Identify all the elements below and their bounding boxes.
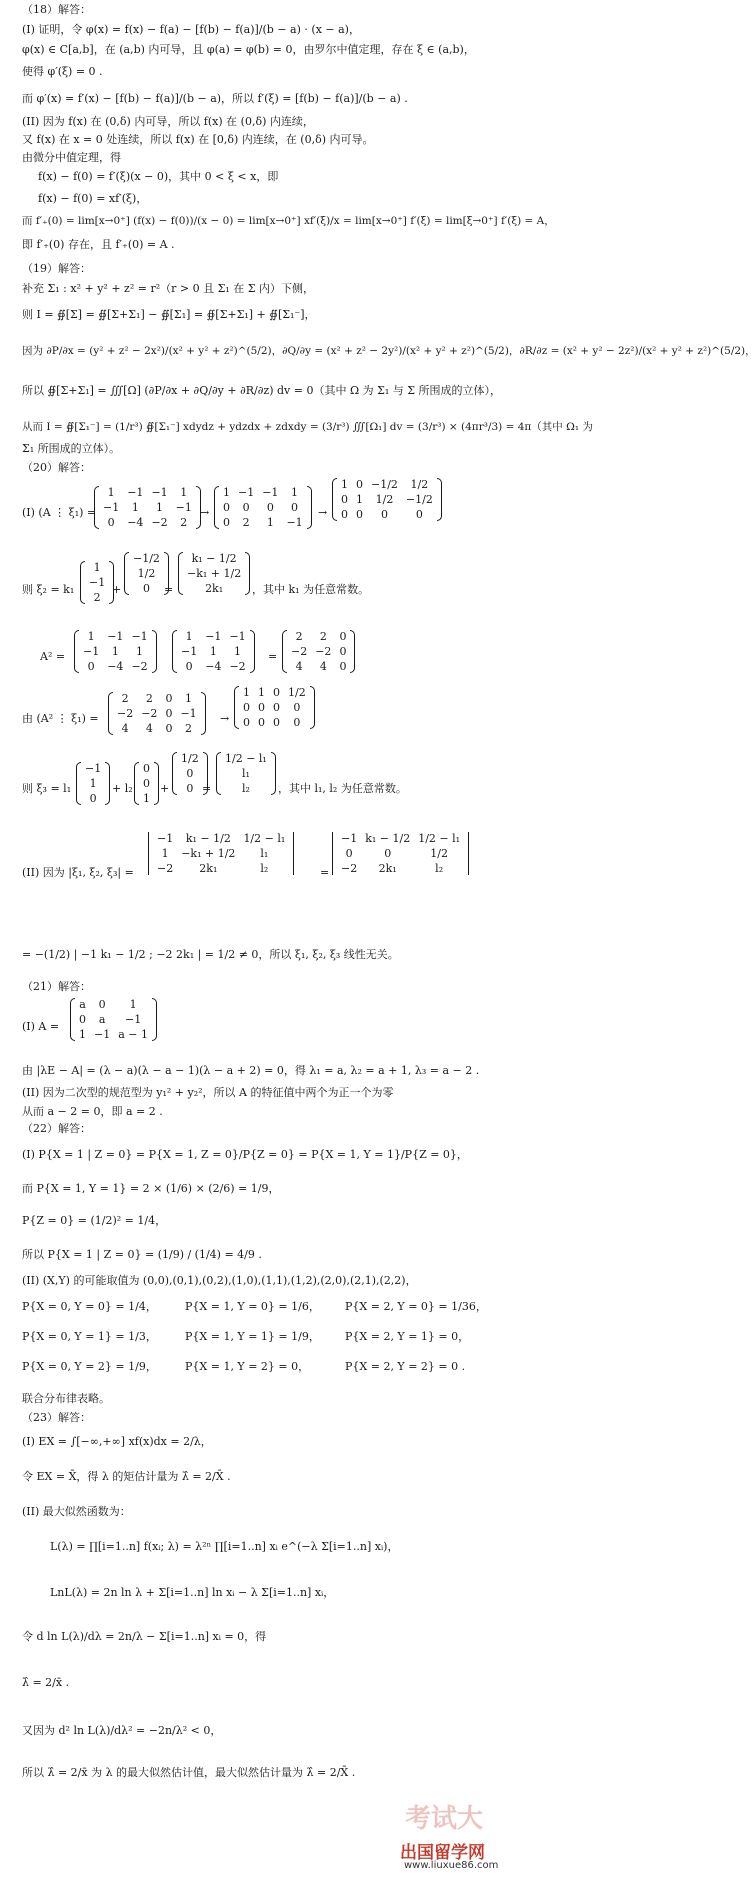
matrix-cell: 0: [345, 847, 353, 860]
q22-line-1: (I) P{X = 1 | Z = 0} = P{X = 1, Z = 0}/P{Z = 0} = P{X = 1, Y = 1}/P{Z = 0}，: [22, 1148, 468, 1161]
q21-line-1-label: (I) A =: [22, 1020, 60, 1033]
q20-matrix-4: [74, 630, 157, 673]
q19-line-4: 所以 ∯[Σ+Σ₁] = ∭[Ω] (∂P/∂x + ∂Q/∂y + ∂R/∂z) dv = 0（其中 Ω 为 Σ₁ 与 Σ 所围成的立体），: [22, 384, 502, 397]
matrix-cell: −2: [151, 516, 168, 529]
q19-line-5: 从而 I = ∯[Σ₁⁻] = (1/r³) ∯[Σ₁⁻] xdydz + ydzdx + zdxdy = (3/r³) ∭[Ω₁] dv = (3/r³) × (4πr³/3) = 4π（其中 Ω₁ 为: [22, 421, 593, 433]
matrix-cell: −1: [180, 707, 197, 720]
q22-header: （22）解答：: [22, 1122, 91, 1135]
matrix-cell: −2: [117, 707, 134, 720]
matrix-cell: 0: [356, 508, 363, 521]
matrix-cell: −1: [205, 630, 222, 643]
matrix-cell: 1: [185, 630, 193, 643]
matrix-cell: −1: [107, 630, 124, 643]
q20-line-2-label: 则 ξ₂ = k₁: [22, 583, 75, 596]
q23-line-3: (II) 最大似然函数为：: [22, 1505, 131, 1518]
matrix-cell: −1: [286, 516, 303, 529]
stamp-watermark: 考试大: [405, 1804, 484, 1834]
q22-row-1-col-3: P{X = 2, Y = 0} = 1/36，: [345, 1300, 487, 1313]
matrix-cell: 2: [93, 591, 101, 604]
matrix-cell: 0: [339, 645, 347, 658]
matrix-cell: 1: [180, 486, 188, 499]
matrix-cell: 0: [415, 508, 423, 521]
matrix-cell: 0: [384, 847, 392, 860]
matrix-cell: 1: [111, 645, 119, 658]
q20-matrix-6: [282, 630, 355, 673]
matrix-cell: 1/2: [137, 567, 156, 580]
matrix-cell: −2: [157, 862, 174, 875]
q19-line-6: Σ₁ 所围成的立体）。: [22, 442, 121, 455]
matrix-cell: 0: [266, 501, 274, 514]
q18-line-4: 而 φ′(x) = f′(x) − [f(b) − f(a)]/(b − a)，所以 f′(ξ) = [f(b) − f(a)]/(b − a) .: [22, 92, 408, 105]
q22-line-3: P{Z = 0} = (1/2)² = 1/4，: [22, 1214, 167, 1227]
matrix-cell: 1: [87, 630, 95, 643]
matrix-cell: 0: [142, 582, 150, 595]
matrix-cell: 1: [356, 493, 363, 506]
q20-arrow-1: →: [200, 506, 210, 519]
q20-arrow-3: →: [220, 712, 230, 725]
matrix-cell: −k₁ + 1/2: [187, 567, 242, 580]
q18-line-10: 而 f′₊(0) = lim[x→0⁺] (f(x) − f(0))/(x − 0) = lim[x→0⁺] xf′(ξ)/x = lim[x→0⁺] f′(ξ) = lim[ξ→0⁺] f′(ξ) = A，: [22, 215, 555, 227]
matrix-cell: −4: [205, 660, 222, 673]
matrix-cell: 0: [223, 516, 230, 529]
q20-line-6-label: (II) 因为 |ξ₁, ξ₂, ξ₃| =: [22, 866, 134, 879]
site-logo: 出国留学网: [400, 1843, 485, 1863]
q18-header: （18）解答：: [22, 3, 91, 16]
matrix-cell: −1: [125, 1013, 142, 1026]
q20-line-5-note: ，其中 l₁, l₂ 为任意常数。: [278, 782, 407, 795]
matrix-cell: k₁ − 1/2: [365, 832, 411, 845]
q22-line-4: 所以 P{X = 1 | Z = 0} = (1/9) / (1/4) = 4/9 .: [22, 1248, 262, 1261]
matrix-cell: −1: [103, 501, 120, 514]
q20-line-4-label: 由 (A² ⋮ ξ₁) =: [22, 712, 99, 725]
q22-row-3-col-3: P{X = 2, Y = 2} = 0 .: [345, 1360, 466, 1373]
matrix-cell: 0: [79, 1013, 86, 1026]
q20-vector-3: [178, 552, 250, 595]
matrix-cell: l₂: [260, 862, 269, 875]
matrix-cell: 1/2: [410, 478, 429, 491]
matrix-cell: 0: [186, 782, 194, 795]
q22-line-2: 而 P{X = 1, Y = 1} = 2 × (1/6) × (2/6) = 1/9，: [22, 1182, 280, 1195]
matrix-cell: 1: [185, 692, 193, 705]
q23-line-5: LnL(λ) = 2n ln λ + Σ[i=1..n] ln xᵢ − λ Σ[i=1..n] xᵢ，: [50, 1586, 335, 1599]
q20-header: （20）解答：: [22, 461, 91, 474]
matrix-cell: 0: [258, 701, 265, 714]
matrix-cell: −2: [315, 645, 332, 658]
matrix-cell: 1: [266, 516, 274, 529]
matrix-cell: 1/2 − l₁: [225, 752, 267, 765]
matrix-cell: −1: [85, 762, 102, 775]
matrix-cell: 2: [319, 630, 327, 643]
q20-matrix-7: [108, 692, 206, 735]
q21-line-2: 由 |λE − A| = (λ − a)(λ − a − 1)(λ − a + 2) = 0，得 λ₁ = a, λ₂ = a + 1, λ₃ = a − 2 .: [22, 1064, 480, 1077]
matrix-cell: −1: [151, 486, 168, 499]
matrix-cell: 0: [293, 716, 301, 729]
matrix-cell: 1/2: [288, 686, 306, 699]
matrix-cell: 2: [121, 692, 129, 705]
matrix-cell: −4: [127, 516, 144, 529]
q20-line-3-label: A² =: [40, 650, 66, 663]
q23-line-9: 所以 λ̂ = 2/x̄ 为 λ 的最大似然估计值，最大似然估计量为 λ̂ = 2/X̄ .: [22, 1766, 356, 1779]
matrix-cell: 4: [319, 660, 327, 673]
q21-header: （21）解答：: [22, 980, 91, 993]
q20-matrix-8: [234, 686, 315, 729]
matrix-cell: 0: [165, 722, 173, 735]
matrix-cell: 0: [291, 501, 299, 514]
matrix-cell: 0: [243, 701, 250, 714]
matrix-cell: 4: [121, 722, 129, 735]
matrix-cell: 0: [339, 630, 347, 643]
matrix-cell: −1: [238, 486, 255, 499]
matrix-cell: 1: [258, 686, 265, 699]
q22-line-5: (II) (X,Y) 的可能取值为 (0,0),(0,1),(0,2),(1,0),(1,1),(1,2),(2,0),(2,1),(2,2)，: [22, 1274, 417, 1287]
matrix-cell: 0: [243, 716, 250, 729]
q21-line-4: 从而 a − 2 = 0，即 a = 2 .: [22, 1105, 163, 1118]
matrix-cell: 0: [165, 692, 173, 705]
q20-eq-2: =: [268, 650, 278, 663]
matrix-cell: l₂: [241, 782, 250, 795]
matrix-cell: −k₁ + 1/2: [181, 847, 236, 860]
matrix-cell: −1: [127, 486, 144, 499]
q22-row-2-col-3: P{X = 2, Y = 1} = 0，: [345, 1330, 470, 1343]
matrix-cell: 0: [107, 516, 115, 529]
matrix-cell: 1/2: [181, 752, 199, 765]
q20-line-7: = −(1/2) | −1 k₁ − 1/2 ; −2 2k₁ | = 1/2 ≠ 0，所以 ξ₁, ξ₂, ξ₃ 线性无关。: [22, 948, 399, 961]
q20-plus-2: +: [160, 782, 170, 795]
matrix-cell: 1/2 − l₁: [418, 832, 461, 845]
q23-line-7: λ̂ = 2/x̄ .: [22, 1676, 70, 1689]
q20-det-1: [148, 832, 294, 875]
matrix-cell: 1: [79, 1028, 86, 1041]
matrix-cell: −1: [157, 832, 174, 845]
matrix-cell: 1: [107, 486, 115, 499]
q20-eq-4: =: [320, 866, 330, 879]
matrix-cell: 0: [293, 701, 301, 714]
q23-header: （23）解答：: [22, 1411, 91, 1424]
matrix-cell: −1/2: [371, 478, 398, 491]
matrix-cell: −4: [107, 660, 124, 673]
matrix-cell: 1/2: [375, 493, 394, 506]
q18-line-8: f(x) − f(0) = f′(ξ)(x − 0)，其中 0 < ξ < x，即: [38, 170, 279, 183]
q20-line-2-note: ，其中 k₁ 为任意常数。: [252, 583, 370, 596]
q20-vector-5: [134, 762, 159, 805]
matrix-cell: 0: [87, 660, 95, 673]
matrix-cell: 0: [380, 508, 388, 521]
matrix-cell: 1: [234, 645, 242, 658]
matrix-cell: −2: [341, 862, 358, 875]
matrix-cell: 0: [98, 998, 106, 1011]
q22-row-1-col-2: P{X = 1, Y = 0} = 1/6，: [185, 1300, 320, 1313]
q23-line-1: (I) EX = ∫[−∞,+∞] xf(x)dx = 2/λ，: [22, 1435, 212, 1448]
q18-line-2: φ(x) ∈ C[a,b]，在 (a,b) 内可导，且 φ(a) = φ(b) = 0，由罗尔中值定理，存在 ξ ∈ (a,b)，: [22, 43, 475, 56]
matrix-cell: 1: [93, 561, 101, 574]
matrix-cell: 2k₁: [378, 862, 397, 875]
q21-line-3: (II) 因为二次型的规范型为 y₁² + y₂²，所以 A 的特征值中两个为正一个为零: [22, 1086, 394, 1099]
matrix-cell: l₁: [260, 847, 269, 860]
q18-line-11: 即 f′₊(0) 存在，且 f′₊(0) = A .: [22, 238, 175, 251]
matrix-cell: l₂: [435, 862, 444, 875]
q22-row-3-col-1: P{X = 0, Y = 2} = 1/9，: [22, 1360, 157, 1373]
matrix-cell: 0: [242, 501, 250, 514]
matrix-cell: 0: [258, 716, 265, 729]
matrix-cell: l₁: [241, 767, 250, 780]
matrix-cell: 0: [356, 478, 363, 491]
matrix-cell: −1: [341, 832, 358, 845]
matrix-cell: 0: [89, 792, 97, 805]
site-url: www.liuxue86.com: [404, 1860, 499, 1871]
matrix-cell: 0: [143, 762, 150, 775]
matrix-cell: a: [79, 998, 86, 1011]
q20-eq-1: =: [164, 583, 174, 596]
matrix-cell: 1: [156, 501, 164, 514]
q18-line-1: (I) 证明，令 φ(x) = f(x) − f(a) − [f(b) − f(a)]/(b − a) · (x − a)，: [22, 23, 360, 36]
matrix-cell: 2: [145, 692, 153, 705]
q19-line-1: 补充 Σ₁ : x² + y² + z² = r²（r > 0 且 Σ₁ 在 Σ 内）下侧，: [22, 282, 315, 295]
matrix-cell: 1/2: [430, 847, 448, 860]
matrix-cell: 1: [161, 847, 169, 860]
matrix-cell: −1/2: [133, 552, 160, 565]
matrix-cell: 1/2 − l₁: [243, 832, 286, 845]
matrix-cell: a: [98, 1013, 106, 1026]
matrix-cell: −1: [89, 576, 106, 589]
q23-line-2: 令 EX = X̄，得 λ 的矩估计量为 λ̂ = 2/X̄ .: [22, 1470, 231, 1483]
q18-line-5: (II) 因为 f(x) 在 (0,δ) 内可导，所以 f(x) 在 (0,δ) 内连续，: [22, 115, 314, 128]
matrix-cell: −1: [181, 645, 198, 658]
matrix-cell: 0: [273, 686, 280, 699]
q18-line-3: 使得 φ′(ξ) = 0 .: [22, 65, 103, 78]
q20-matrix-2: [214, 486, 312, 529]
matrix-cell: 1: [143, 792, 150, 805]
q22-row-2-col-1: P{X = 0, Y = 1} = 1/3，: [22, 1330, 157, 1343]
q22-row-1-col-1: P{X = 0, Y = 0} = 1/4，: [22, 1300, 157, 1313]
matrix-cell: 0: [339, 660, 347, 673]
q20-line-5-label: 则 ξ₃ = l₁: [22, 782, 72, 795]
matrix-cell: 1: [136, 645, 144, 658]
matrix-cell: 1: [223, 486, 230, 499]
matrix-cell: 1: [243, 686, 250, 699]
q20-eq-3: =: [202, 782, 212, 795]
matrix-cell: 1: [291, 486, 299, 499]
q22-line-6: 联合分布律表略。: [22, 1392, 110, 1405]
matrix-cell: 2: [295, 630, 303, 643]
matrix-cell: −1: [175, 501, 192, 514]
q20-plus-1: +: [112, 583, 122, 596]
matrix-cell: 0: [273, 701, 280, 714]
matrix-cell: 2k₁: [205, 582, 224, 595]
q19-line-2: 则 I = ∯[Σ] = ∯[Σ+Σ₁] − ∯[Σ₁] = ∯[Σ+Σ₁] + ∯[Σ₁⁻]，: [22, 308, 316, 321]
matrix-cell: 4: [145, 722, 153, 735]
matrix-cell: −1: [262, 486, 279, 499]
q20-matrix-1: [94, 486, 201, 529]
matrix-cell: a − 1: [118, 1028, 148, 1041]
q20-arrow-2: →: [318, 506, 328, 519]
matrix-cell: 0: [223, 501, 230, 514]
q20-line-1-label: (I) (A ⋮ ξ₁) =: [22, 506, 97, 519]
q20-l2-coef: + l₂: [112, 782, 133, 795]
matrix-cell: 0: [165, 707, 173, 720]
matrix-cell: 0: [341, 493, 348, 506]
matrix-cell: 1: [341, 478, 348, 491]
matrix-cell: k₁ − 1/2: [191, 552, 237, 565]
matrix-cell: 2: [180, 516, 188, 529]
matrix-cell: 0: [341, 508, 348, 521]
q23-line-4: L(λ) = ∏[i=1..n] f(xᵢ; λ) = λ²ⁿ ∏[i=1..n] xᵢ e^(−λ Σ[i=1..n] xᵢ)，: [50, 1540, 399, 1553]
matrix-cell: 2k₁: [199, 862, 218, 875]
matrix-cell: −2: [131, 660, 148, 673]
matrix-cell: −1/2: [405, 493, 433, 506]
matrix-cell: −2: [141, 707, 158, 720]
q18-line-9: f(x) − f(0) = xf′(ξ)，: [38, 192, 148, 205]
matrix-cell: k₁ − 1/2: [185, 832, 231, 845]
q20-matrix-3: [332, 478, 442, 521]
q20-vector-2: [124, 552, 169, 595]
q23-line-8: 又因为 d² ln L(λ)/dλ² = −2n/λ² < 0，: [22, 1724, 222, 1737]
matrix-cell: 1: [209, 645, 217, 658]
matrix-cell: 0: [143, 777, 150, 790]
matrix-cell: −2: [229, 660, 246, 673]
matrix-cell: 0: [273, 716, 280, 729]
q18-line-6: 又 f(x) 在 x = 0 处连续，所以 f(x) 在 [0,δ) 内连续，在 (0,δ) 内可导。: [22, 133, 374, 146]
q23-line-6: 令 d ln L(λ)/dλ = 2n/λ − Σ[i=1..n] xᵢ = 0，得: [22, 1630, 267, 1643]
matrix-cell: −1: [131, 630, 148, 643]
matrix-cell: 1: [131, 501, 139, 514]
q22-row-3-col-2: P{X = 1, Y = 2} = 0，: [185, 1360, 310, 1373]
matrix-cell: 0: [185, 660, 193, 673]
q18-line-7: 由微分中值定理，得: [22, 151, 121, 164]
q22-row-2-col-2: P{X = 1, Y = 1} = 1/9，: [185, 1330, 320, 1343]
matrix-cell: 4: [295, 660, 303, 673]
matrix-cell: 0: [186, 767, 194, 780]
matrix-cell: 2: [185, 722, 193, 735]
matrix-cell: 2: [242, 516, 250, 529]
q20-vector-1: [80, 561, 114, 604]
q21-matrix-A: [70, 998, 157, 1041]
matrix-cell: −2: [291, 645, 308, 658]
q19-line-3: 因为 ∂P/∂x = (y² + z² − 2x²)/(x² + y² + z²)^(5/2)，∂Q/∂y = (x² + z² − 2y²)/(x² + y² + z²)^(5/2)，∂R/∂z = (x² + y² − 2z²)/(x² + y² + z²)^(5/2)，: [22, 345, 756, 357]
q20-det-2: [332, 832, 469, 875]
matrix-cell: 1: [129, 998, 137, 1011]
matrix-cell: −1: [94, 1028, 111, 1041]
q20-vector-4: [76, 762, 110, 805]
q20-matrix-5: [172, 630, 255, 673]
matrix-cell: −1: [229, 630, 246, 643]
q19-header: （19）解答：: [22, 262, 91, 275]
matrix-cell: −1: [83, 645, 100, 658]
q20-vector-7: [216, 752, 276, 795]
matrix-cell: 1: [89, 777, 97, 790]
